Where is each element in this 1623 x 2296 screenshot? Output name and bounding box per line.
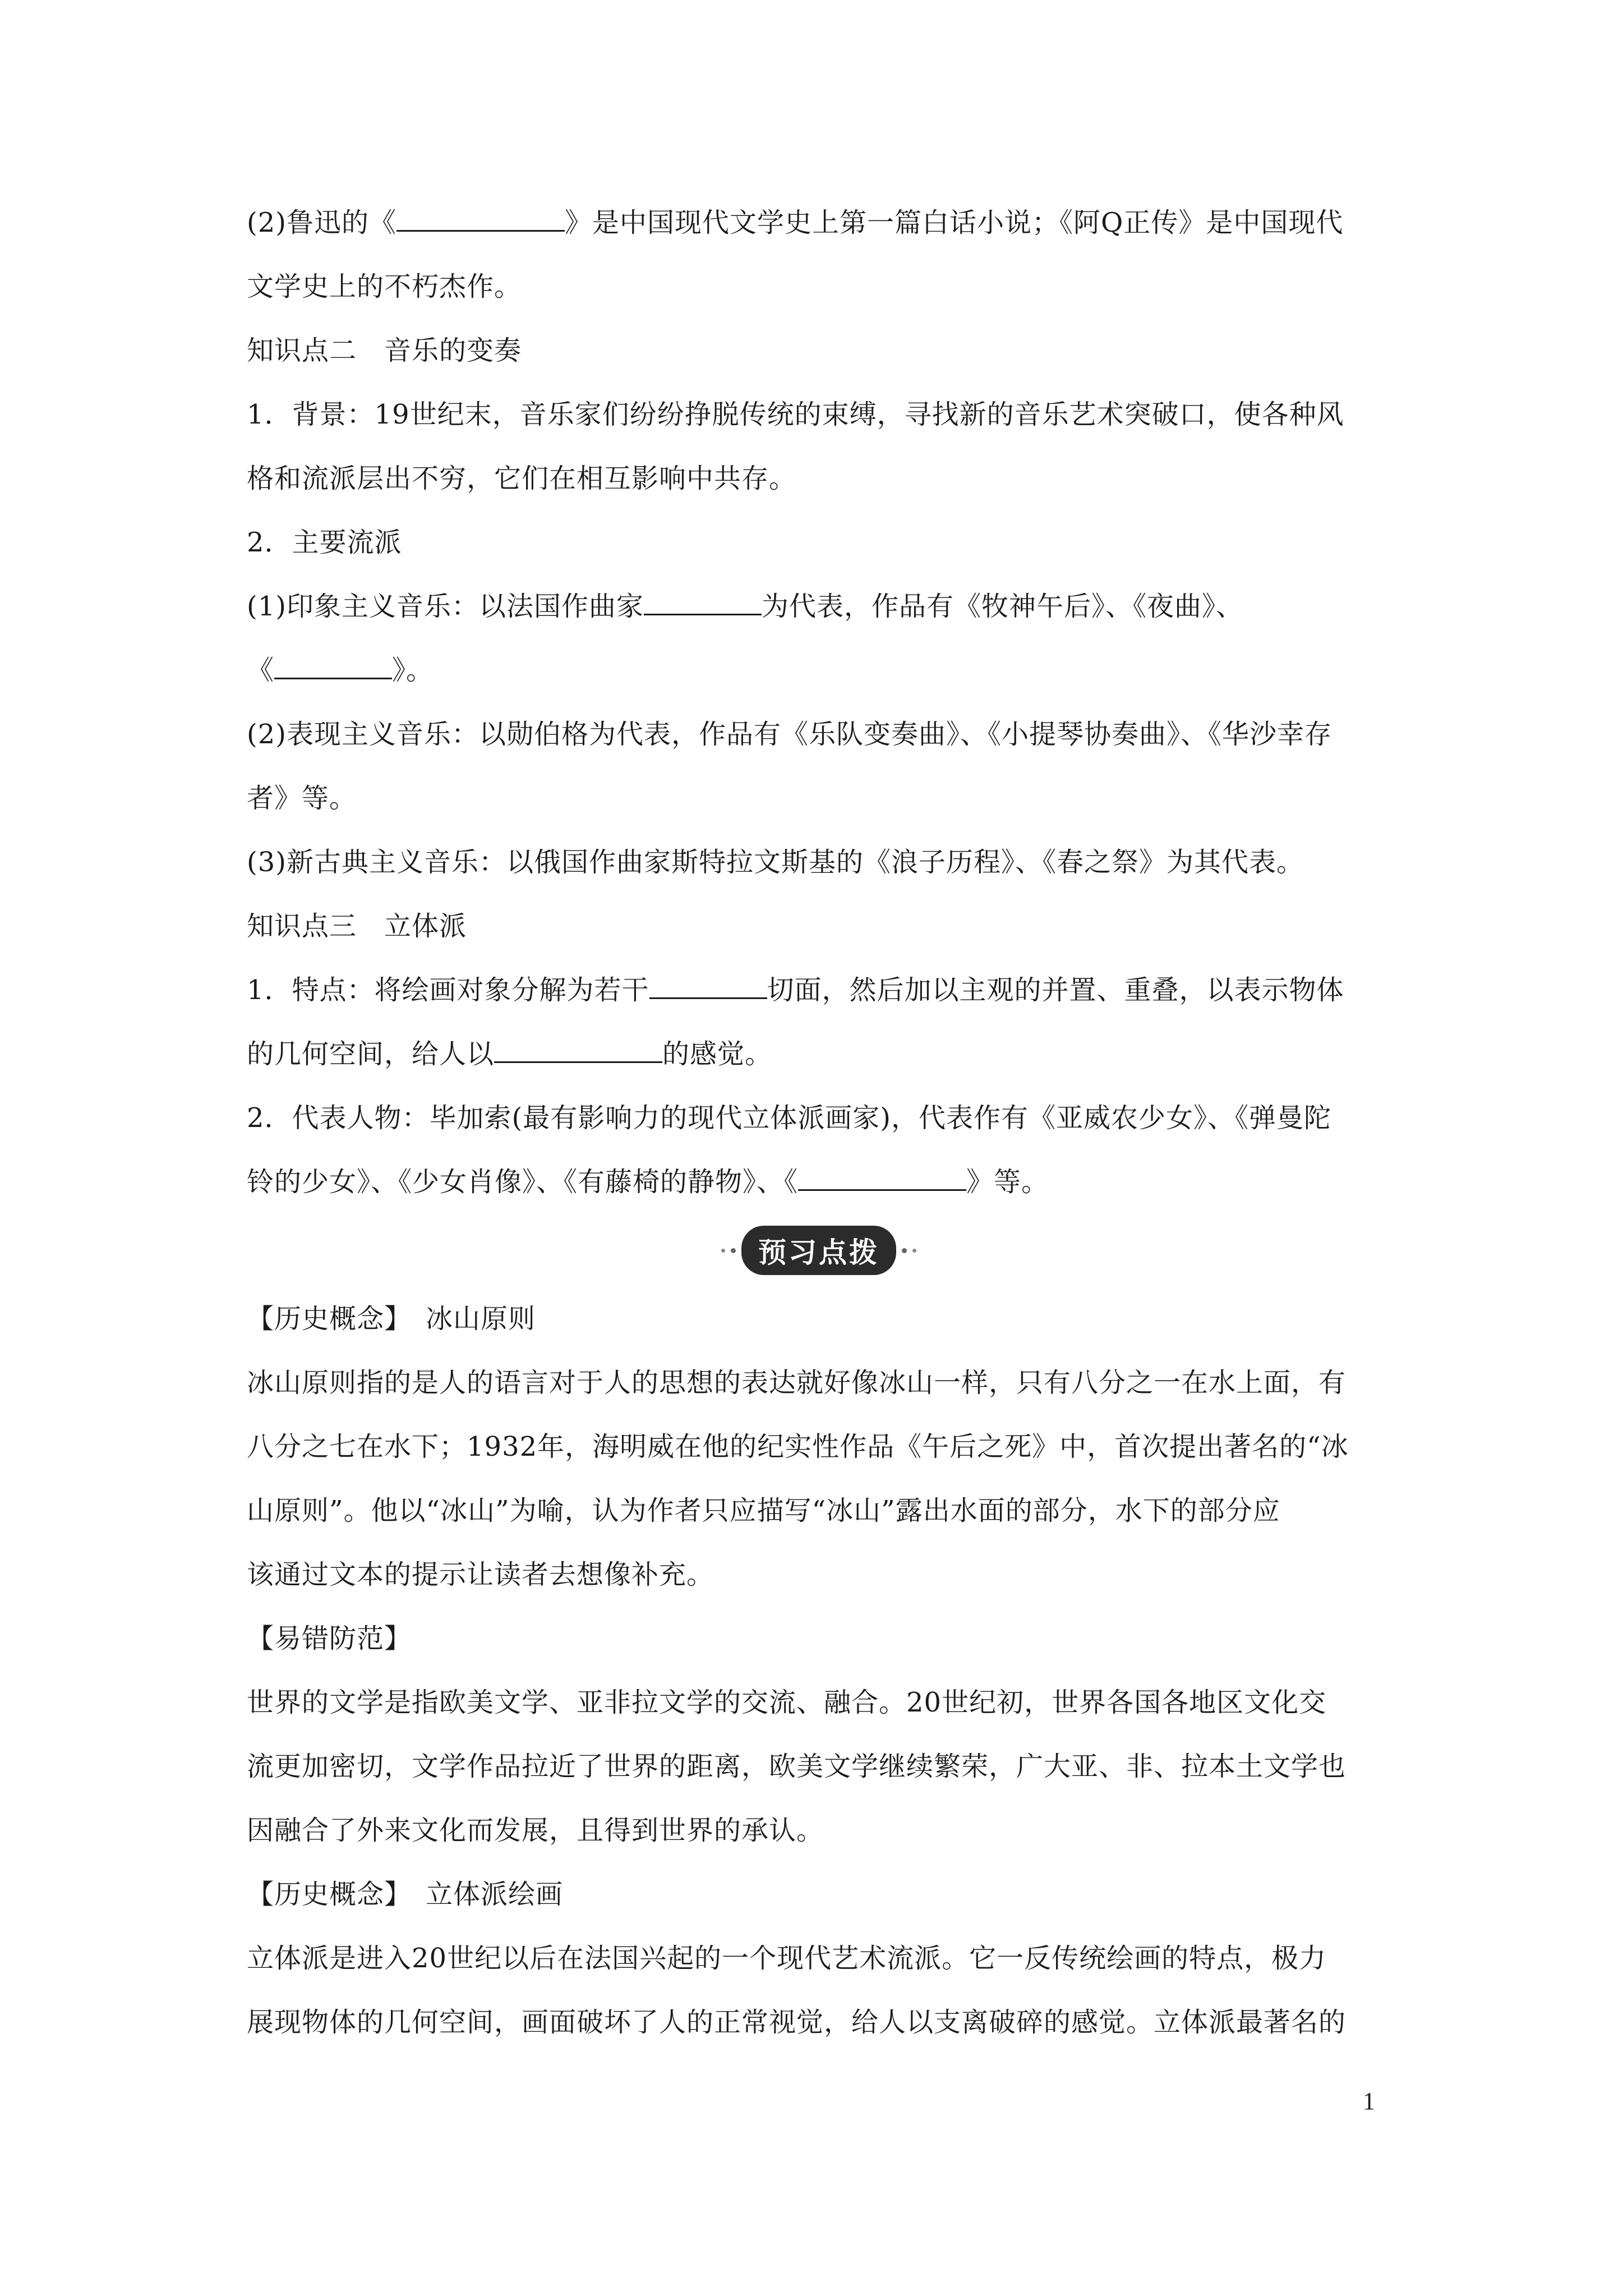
text-line: 该通过文本的提示让读者去想像补充。 (247, 1559, 714, 1590)
concept-heading: 【易错防范】 (247, 1623, 412, 1654)
text: 1．特点：将绘画对象分解为若干 (247, 974, 649, 1006)
text: 》是中国现代文学史上第一篇白话小说；《阿Q正传》是中国现代 (565, 207, 1344, 238)
concept-heading: 【历史概念】 立体派绘画 (247, 1879, 564, 1910)
text-line: 流更加密切，文学作品拉近了世界的距离，欧美文学继续繁荣，广大亚、非、拉本土文学也 (247, 1751, 1347, 1782)
text-line: 文学史上的不朽杰作。 (247, 271, 522, 302)
text-line (247, 958, 1391, 1022)
text-line: 世界的文学是指欧美文学、亚非拉文学的交流、融合。20世纪初，世界各国各地区文化交 (247, 1687, 1327, 1718)
text: 为代表，作品有《牧神午后》、《夜曲》、 (762, 591, 1244, 622)
page-number: 1 (1363, 2087, 1375, 2115)
text-line: 冰山原则指的是人的语言对于人的思想的表达就好像冰山一样，只有八分之一在水上面，有 (247, 1367, 1347, 1398)
text-line: 因融合了外来文化而发展，且得到世界的承认。 (247, 1815, 824, 1846)
text-line (247, 1150, 1391, 1214)
fill-blank (494, 1037, 662, 1063)
preview-tips-badge: 预习点拨 (741, 1226, 896, 1275)
text-line: 展现物体的几何空间，画面破坏了人的正常视觉，给人以支离破碎的感觉。立体派最著名的 (247, 2007, 1347, 2038)
fill-blank (649, 973, 767, 999)
text-line: (3)新古典主义音乐：以俄国作曲家斯特拉文斯基的《浪子历程》、《春之祭》为其代表。 (247, 846, 1304, 878)
text-line: 格和流派层出不穷，它们在相互影响中共存。 (247, 463, 797, 494)
fill-blank (798, 1165, 966, 1191)
section-heading: 知识点三 立体派 (247, 910, 467, 942)
text-line: 立体派是进入20世纪以后在法国兴起的一个现代艺术流派。它一反传统绘画的特点，极力 (247, 1943, 1327, 1974)
fill-blank (396, 205, 565, 232)
text: (2)鲁迅的《 (247, 207, 396, 238)
fill-blank (644, 589, 762, 615)
text-line (247, 1022, 1391, 1086)
text: 切面，然后加以主观的并置、重叠，以表示物体 (767, 974, 1344, 1006)
text-line (247, 191, 1391, 255)
text-line: 2．代表人物：毕加索(最有影响力的现代立体派画家)，代表作有《亚威农少女》、《弹曼陀 (247, 1102, 1331, 1134)
text-line (247, 638, 1391, 702)
dots-decoration-right (902, 1248, 916, 1253)
text-line: 山原则”。他以“冰山”为喻，认为作者只应描写“冰山”露出水面的部分，水下的部分应 (247, 1495, 1280, 1526)
text: 》等。 (966, 1166, 1049, 1198)
text: 《 (247, 655, 275, 686)
text-line: 1．背景：19世纪末，音乐家们纷纷挣脱传统的束缚，寻找新的音乐艺术突破口，使各种风 (247, 399, 1344, 430)
text-line: 者》等。 (247, 783, 357, 814)
text: (1)印象主义音乐：以法国作曲家 (247, 591, 644, 622)
text-line: (2)表现主义音乐：以勋伯格为代表，作品有《乐队变奏曲》、《小提琴协奏曲》、《华沙幸存 (247, 719, 1332, 750)
concept-heading: 【历史概念】 冰山原则 (247, 1303, 536, 1335)
text: 铃的少女》、《少女肖像》、《有藤椅的静物》、《 (247, 1166, 799, 1198)
text: 的感觉。 (662, 1038, 773, 1070)
page-content (247, 191, 1391, 2054)
text: 的几何空间，给人以 (247, 1038, 495, 1070)
section-divider (247, 1214, 1391, 1287)
fill-blank (274, 653, 392, 679)
text-line: 八分之七在水下；1932年，海明威在他的纪实性作品《午后之死》中，首次提出著名的“冰 (247, 1431, 1349, 1462)
text: 》。 (392, 655, 434, 686)
dots-decoration-left (721, 1248, 736, 1253)
text-line (247, 574, 1391, 638)
text-line: 2．主要流派 (247, 527, 402, 558)
section-heading: 知识点二 音乐的变奏 (247, 335, 522, 366)
